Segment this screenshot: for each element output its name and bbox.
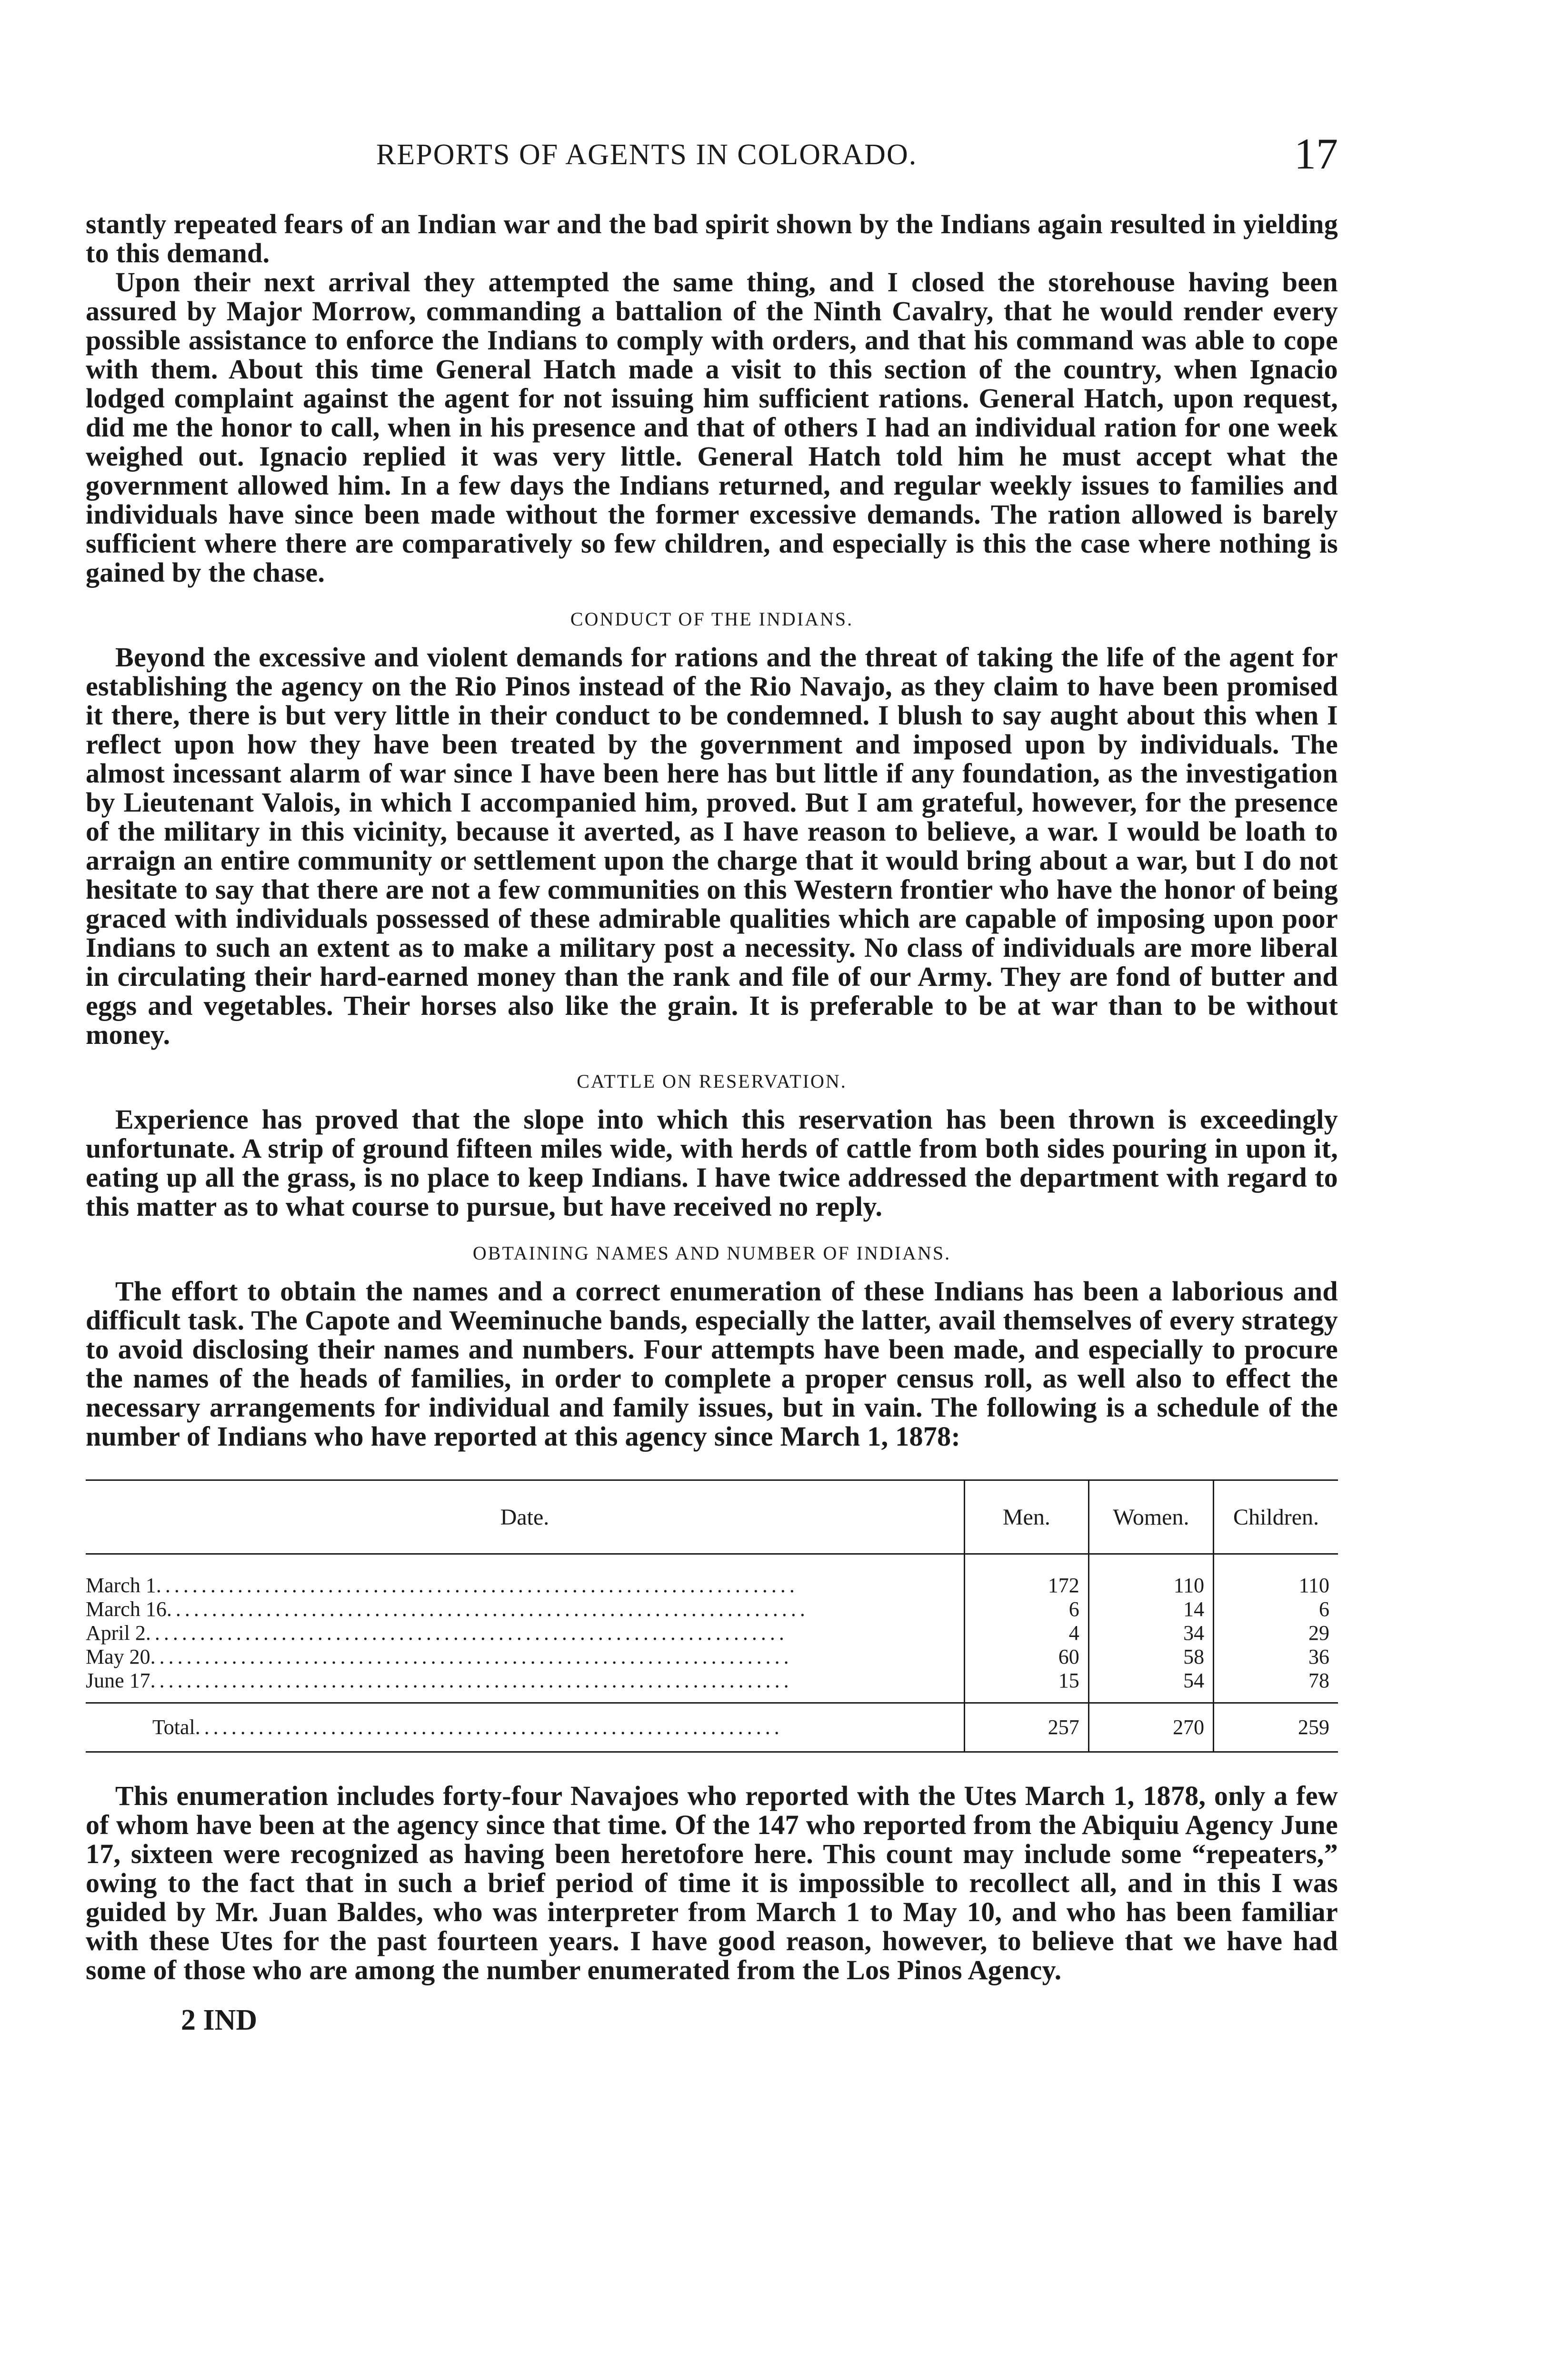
section-text-names: The effort to obtain the names and a correct enumeration of these Indians has been a laborious and difficult task. The Capote and Weeminuche bands, especially the latter, avail themselves of every strategy to avoid disclosing their names and numbers. Four attempts have been made, and especially to procure the names of the heads of families, in order to complete a proper census roll, as well also to effect the necessary arrangements for individual and family issues, but in vain. The following is a schedule of the number of Indians who have reported at this agency since March 1, 1878: — [86, 1276, 1338, 1452]
row-women: 54 — [1088, 1669, 1213, 1703]
section-heading-conduct: CONDUCT OF THE INDIANS. — [570, 608, 854, 630]
leader-dots: ....................................................................... — [150, 1669, 793, 1692]
row-children: 110 — [1214, 1554, 1338, 1598]
section-text-conduct: Beyond the excessive and violent demands for rations and the threat of taking the life of the agent for establishing the agency on the Rio Pinos instead of the Rio Navajo, as they claim to have been promised it there, there is but very little in their conduct to be condemned. I blush to say aught about this when I reflect upon how they have been treated by the government and imposed upon by individuals. The almost incessant alarm of war since I have been here has but little if any foundation, as the investigation by Lieutenant Valois, in which I accompanied him, proved. But I am grateful, however, for the presence of the military in this vicinity, because it averted, as I have reason to believe, a war. I would be loath to arraign an entire community or settlement upon the charge that it would bring about a war, but I do not hesitate to say that there are not a few communities on this Western frontier who have the honor of being graced with individuals possessed of these admirable qualities which are capable of imposing upon poor Indians to such an extent as to make a military post a necessity. No class of individuals are more liberal in circulating their hard-earned money than the rank and file of our Army. They are fond of butter and eggs and vegetables. Their horses also like the grain. It is preferable to be at war than to be without money. — [86, 642, 1338, 1050]
row-date: April 2 — [86, 1621, 146, 1645]
table-total-row — [86, 1703, 1338, 1752]
section-heading-cattle: CATTLE ON RESERVATION. — [577, 1071, 847, 1092]
row-children: 78 — [1214, 1669, 1338, 1703]
schedule-table — [86, 1479, 1338, 1753]
header-children: Children. — [1214, 1480, 1338, 1554]
header-date: Date. — [86, 1480, 964, 1554]
row-date: June 17 — [86, 1669, 150, 1692]
row-children: 36 — [1214, 1645, 1338, 1669]
row-women: 110 — [1088, 1554, 1213, 1598]
row-date: May 20 — [86, 1645, 150, 1668]
row-children: 6 — [1214, 1597, 1338, 1621]
leader-dots: ....................................................................... — [156, 1574, 798, 1597]
total-children: 259 — [1214, 1703, 1338, 1752]
paragraph-storehouse: Upon their next arrival they attempted the same thing, and I closed the storehouse having been assured by Major Morrow, commanding a battalion of the Ninth Cavalry, that he would render every possible assistance to enforce the Indians to comply with orders, and that his command was able to cope with them. About this time General Hatch made a visit to this section of the country, when Ignacio lodged complaint against the agent for not issuing him sufficient rations. General Hatch, upon request, did me the honor to call, when in his presence and that of others I had an individual ration for one week weighed out. Ignacio replied it was very little. General Hatch told him he must accept what the government allowed him. In a few days the Indians returned, and regular weekly issues to families and individuals have since been made without the former excessive demands. The ration allowed is barely sufficient where there are comparatively so few children, and especially is this the case where nothing is gained by the chase. — [86, 267, 1338, 588]
table-row — [86, 1554, 1338, 1598]
leader-dots: ....................................................................... — [150, 1645, 793, 1668]
document-page — [86, 124, 1338, 2037]
row-men: 15 — [964, 1669, 1088, 1703]
row-date: March 1 — [86, 1574, 156, 1597]
row-women: 58 — [1088, 1645, 1213, 1669]
table-row — [86, 1669, 1338, 1703]
paragraph-continuation: stantly repeated fears of an Indian war and the bad spirit shown by the Indians again resulted in yielding to this demand. — [86, 208, 1338, 268]
header-men: Men. — [964, 1480, 1088, 1554]
leader-dots: ....................................................................... — [145, 1621, 788, 1645]
row-men: 6 — [964, 1597, 1088, 1621]
page-title: REPORTS OF AGENTS IN COLORADO. — [376, 139, 918, 171]
row-date: March 16 — [86, 1597, 167, 1621]
leader-dots: ....................................................................... — [166, 1597, 809, 1621]
total-label: Total — [152, 1716, 195, 1739]
total-women: 270 — [1088, 1703, 1213, 1752]
section-heading-names: OBTAINING NAMES AND NUMBER OF INDIANS. — [472, 1242, 951, 1264]
row-women: 14 — [1088, 1597, 1213, 1621]
row-men: 4 — [964, 1621, 1088, 1645]
header-women: Women. — [1088, 1480, 1213, 1554]
running-head — [86, 124, 1338, 181]
row-men: 60 — [964, 1645, 1088, 1669]
table-row — [86, 1645, 1338, 1669]
table-row — [86, 1621, 1338, 1645]
leader-dots: ................................................................. — [195, 1716, 783, 1739]
table-row — [86, 1597, 1338, 1621]
table-header-row — [86, 1480, 1338, 1554]
total-men: 257 — [964, 1703, 1088, 1752]
row-women: 34 — [1088, 1621, 1213, 1645]
section-text-cattle: Experience has proved that the slope into which this reservation has been thrown is exceedingly unfortunate. A strip of ground fifteen miles wide, with herds of cattle from both sides pouring in upon it, eating up all the grass, is no place to keep Indians. I have twice addressed the department with regard to this matter as to what course to pursue, but have received no reply. — [86, 1104, 1338, 1222]
page-number: 17 — [1294, 129, 1338, 178]
signature-mark: 2 IND — [181, 2004, 258, 2036]
row-children: 29 — [1214, 1621, 1338, 1645]
paragraph-enumeration: This enumeration includes forty-four Navajoes who reported with the Utes March 1, 1878, only a few of whom have been at the agency since that time. Of the 147 who reported from the Abiquiu Agency June 17, sixteen were recognized as having been heretofore here. This count may include some “repeaters,” owing to the fact that in such a brief period of time it is impossible to recollect all, and in this I was guided by Mr. Juan Baldes, who was interpreter from March 1 to May 10, and who has been familiar with these Utes for the past fourteen years. I have good reason, however, to believe that we have had some of those who are among the number enumerated from the Los Pinos Agency. — [86, 1780, 1338, 1985]
row-men: 172 — [964, 1554, 1088, 1598]
